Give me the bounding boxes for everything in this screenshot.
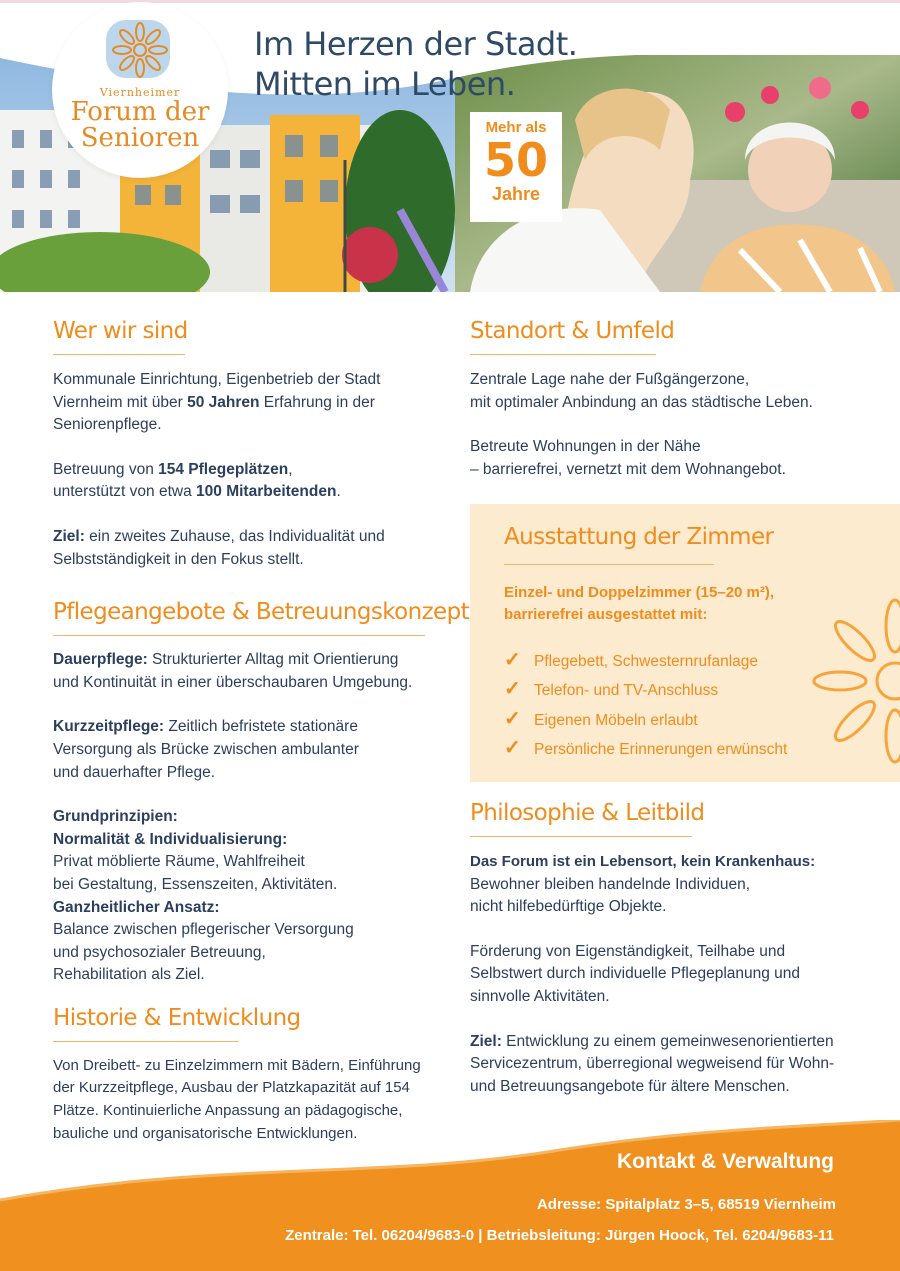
text-line: nicht hilfebedürftige Objekte. — [470, 898, 667, 916]
list-item-label: Persönliche Erinnerungen erwünscht — [534, 741, 788, 759]
text-line: Förderung von Eigenständigkeit, Teilhabe und — [470, 942, 786, 960]
zimmer-feature-list — [504, 646, 787, 764]
standort-wohnungen — [470, 436, 870, 481]
text-line: Servicezentrum, überregional wegweisend für Wohn- — [470, 1055, 835, 1073]
list-item-label: Eigenen Möbeln erlaubt — [534, 711, 698, 729]
badge-top: Mehr als — [485, 119, 547, 136]
badge-bottom: Jahre — [491, 184, 541, 204]
text-line: Selbstwert durch individuelle Pflegeplanung und — [470, 965, 801, 983]
text-line: der Kurzzeitpflege, Ausbau der Platzkapazität auf 154 — [53, 1079, 410, 1097]
wer-wir-sind-goal — [53, 526, 433, 571]
text-line: Einzel- und Doppelzimmer (15–20 m²), — [504, 584, 775, 601]
left-column — [53, 318, 470, 1145]
text-line: Versorgung als Brücke zwischen ambulanter — [53, 740, 359, 758]
footer-title: Kontakt & Verwaltung — [616, 1150, 834, 1173]
zimmer-box — [470, 504, 900, 782]
highlight-years: 50 Jahren — [187, 393, 260, 411]
text-line: Selbstständigkeit in den Fokus stellt. — [53, 550, 304, 568]
philosophie-section — [470, 800, 870, 1098]
text-line — [53, 459, 433, 482]
text-line: und Betreuungsangebote für ältere Menschen. — [470, 1077, 790, 1095]
text-fragment: Erfahrung in der — [259, 393, 375, 411]
text-line — [53, 526, 433, 549]
text-line: Balance zwischen pflegerischer Versorgung — [53, 921, 354, 939]
text-fragment: Zeitlich befristete stationäre — [164, 718, 358, 736]
footer-phones: Zentrale: Tel. 06204/9683-0 | Betriebsleitung: Jürgen Hoock, Tel. 6204/9683-11 — [285, 1227, 834, 1244]
text-line: Zentrale Lage nahe der Fußgängerzone, — [470, 371, 750, 388]
section-divider — [470, 354, 656, 355]
list-item-label: Pflegebett, Schwesternrufanlage — [534, 653, 759, 670]
section-title-wer-wir-sind: Wer wir sind — [53, 318, 188, 344]
decorative-sun-icon — [810, 596, 900, 766]
text-line — [53, 716, 433, 739]
dauerpflege-text — [53, 649, 433, 694]
header-banner — [0, 0, 900, 292]
sun-icon — [110, 20, 170, 80]
section-divider — [470, 836, 692, 837]
text-line: bei Gestaltung, Essenszeiten, Aktivitäten. — [53, 875, 338, 893]
label-normalitaet: Normalität & Individualisierung: — [53, 830, 288, 848]
text-fragment: Entwicklung zu einem gemeinwesenorientierten — [501, 1032, 834, 1050]
list-item — [504, 675, 787, 704]
text-fragment: . — [336, 483, 341, 501]
badge-number: 50 — [483, 133, 548, 187]
label-goal: Ziel: — [470, 1032, 502, 1050]
logo — [52, 2, 228, 178]
section-title-historie: Historie & Entwicklung — [53, 1004, 301, 1031]
label-lebensort: Das Forum ist ein Lebensort, kein Krankenhaus: — [470, 853, 816, 870]
label-grundprinzipien: Grundprinzipien: — [53, 808, 178, 826]
philosophie-ziel — [470, 1031, 870, 1099]
section-title-standort: Standort & Umfeld — [470, 318, 675, 344]
text-line — [53, 392, 433, 415]
right-column — [470, 318, 870, 481]
slogan-line1: Im Herzen der Stadt. — [254, 25, 578, 63]
text-line: Plätze. Kontinuierliche Anpassung an pädagogische, — [53, 1102, 403, 1120]
kurzzeitpflege-text — [53, 716, 433, 784]
logo-subtitle: Viernheimer — [99, 86, 181, 99]
label-goal: Ziel: — [53, 527, 85, 545]
section-divider — [53, 1041, 239, 1042]
text-line: – barrierefrei, vernetzt mit dem Wohnangebot. — [470, 460, 786, 478]
slogan — [254, 24, 577, 104]
philosophie-foerderung — [470, 941, 870, 1009]
text-line — [53, 481, 433, 504]
text-line: Rehabilitation als Ziel. — [53, 966, 205, 984]
text-line: Privat möblierte Räume, Wahlfreiheit — [53, 853, 305, 871]
section-title-philosophie: Philosophie & Leitbild — [470, 800, 705, 826]
text-line: und psychosozialer Betreuung, — [53, 943, 266, 961]
logo-title-line2: Senioren — [80, 123, 200, 153]
text-fragment: Betreuung von — [53, 460, 159, 478]
label-dauerpflege: Dauerpflege: — [53, 651, 148, 669]
logo-title-line1: Forum der — [70, 97, 210, 127]
footer-address: Adresse: Spitalplatz 3–5, 68519 Viernheim — [536, 1196, 836, 1213]
text-fragment: , — [288, 460, 293, 478]
text-fragment: ein zweites Zuhause, das Individualität und — [84, 527, 385, 545]
standort-text — [470, 369, 870, 414]
text-line: bauliche und organisatorische Entwicklungen. — [53, 1124, 358, 1142]
check-icon: ✓ — [504, 649, 521, 671]
zimmer-intro — [504, 582, 774, 626]
text-line: Seniorenpflege. — [53, 416, 162, 434]
check-icon: ✓ — [504, 737, 521, 760]
wer-wir-sind-text — [53, 369, 433, 437]
list-item-label: Telefon- und TV-Anschluss — [534, 682, 719, 700]
section-divider — [53, 354, 185, 355]
text-line: Von Dreibett- zu Einzelzimmern mit Bädern, Einführung — [53, 1056, 421, 1074]
text-line — [53, 649, 433, 672]
section-title-pflege: Pflegeangebote & Betreuungskonzept — [53, 599, 470, 626]
text-line: und dauerhafter Pflege. — [53, 763, 216, 781]
grundprinzipien-text — [53, 806, 433, 987]
text-fragment: unterstützt von etwa — [53, 483, 197, 501]
slogan-line2: Mitten im Leben. — [254, 65, 516, 103]
check-icon: ✓ — [504, 678, 521, 701]
list-item — [504, 734, 787, 763]
wer-wir-sind-capacity — [53, 459, 433, 504]
label-kurzzeitpflege: Kurzzeitpflege: — [53, 718, 165, 736]
section-divider — [53, 635, 425, 636]
anniversary-badge — [470, 112, 562, 222]
text-line: Betreute Wohnungen in der Nähe — [470, 438, 701, 456]
label-ganzheitlich: Ganzheitlicher Ansatz: — [53, 898, 220, 916]
list-item — [504, 646, 787, 675]
text-line: sinnvolle Aktivitäten. — [470, 987, 610, 1005]
text-line: barrierefrei ausgestattet mit: — [504, 606, 708, 623]
philosophie-lead — [470, 851, 870, 919]
text-line — [470, 1031, 870, 1054]
text-line: Kommunale Einrichtung, Eigenbetrieb der Stadt — [53, 371, 381, 388]
section-title-zimmer: Ausstattung der Zimmer — [504, 524, 774, 550]
text-fragment: Strukturierter Alltag mit Orientierung — [147, 651, 399, 669]
section-divider — [504, 564, 714, 565]
text-fragment: Viernheim mit über — [53, 393, 188, 411]
text-line: mit optimaler Anbindung an das städtische Leben. — [470, 393, 813, 411]
text-line: und Kontinuität in einer überschaubaren Umgebung. — [53, 673, 413, 691]
list-item — [504, 705, 787, 734]
highlight-staff: 100 Mitarbeitenden — [196, 483, 337, 501]
highlight-places: 154 Pflegeplätzen — [158, 460, 289, 478]
check-icon: ✓ — [504, 707, 521, 730]
text-line: Bewohner bleiben handelnde Individuen, — [470, 875, 751, 893]
footer-contact — [0, 1120, 900, 1271]
